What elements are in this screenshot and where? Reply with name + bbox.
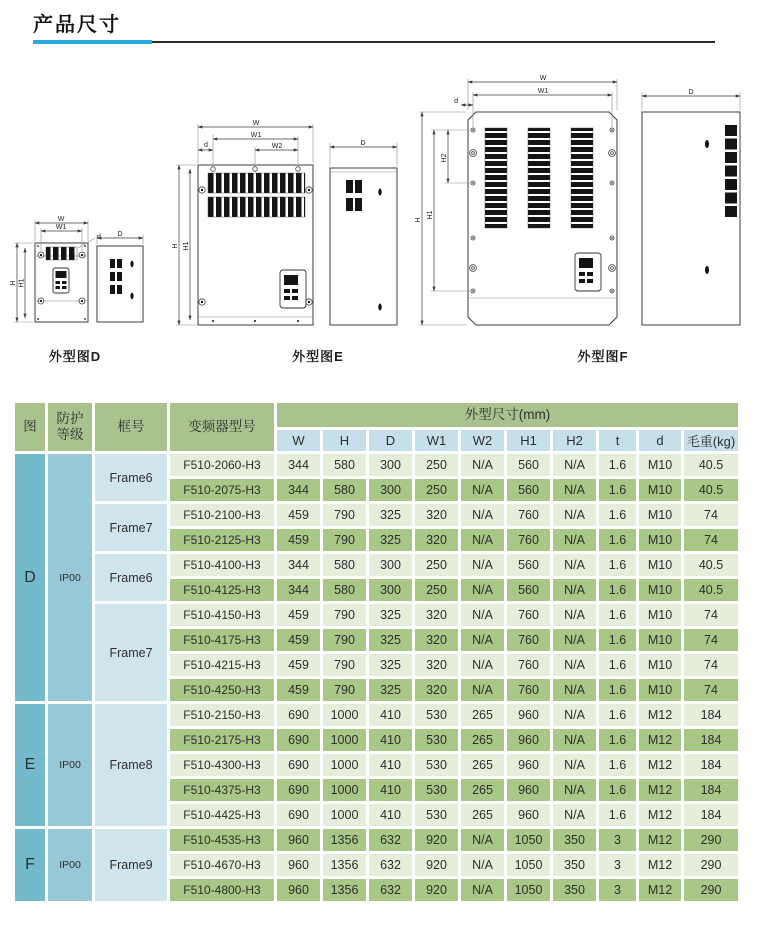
value-cell: 1.6 bbox=[599, 604, 636, 626]
model-cell: F510-4375-H3 bbox=[170, 779, 274, 801]
drawing-f-label-h1: H1 bbox=[427, 210, 434, 220]
model-cell: F510-4125-H3 bbox=[170, 579, 274, 601]
value-cell: N/A bbox=[461, 629, 504, 651]
value-cell: 300 bbox=[369, 579, 412, 601]
value-cell: 320 bbox=[415, 529, 458, 551]
value-cell: 320 bbox=[415, 629, 458, 651]
value-cell: 560 bbox=[507, 454, 550, 476]
value-cell: N/A bbox=[553, 629, 596, 651]
value-cell: 690 bbox=[277, 729, 320, 751]
drawing-d-caption: 外型图D bbox=[48, 349, 102, 364]
value-cell: 40.5 bbox=[684, 479, 738, 501]
value-cell: 459 bbox=[277, 604, 320, 626]
value-cell: 690 bbox=[277, 754, 320, 776]
value-cell: 1000 bbox=[323, 704, 366, 726]
value-cell: 410 bbox=[369, 704, 412, 726]
frame-cell: Frame9 bbox=[95, 829, 167, 901]
value-cell: 760 bbox=[507, 654, 550, 676]
keypad bbox=[53, 268, 69, 293]
table-row bbox=[15, 554, 738, 576]
drawing-e-label-h1: H1 bbox=[183, 241, 190, 251]
figure-cell: E bbox=[15, 704, 45, 826]
model-cell: F510-2100-H3 bbox=[170, 504, 274, 526]
value-cell: N/A bbox=[553, 679, 596, 701]
value-cell: 410 bbox=[369, 804, 412, 826]
value-cell: M12 bbox=[639, 854, 681, 876]
title-underline-line bbox=[152, 41, 715, 43]
value-cell: 580 bbox=[323, 579, 366, 601]
table-head bbox=[15, 403, 738, 451]
value-cell: 1.6 bbox=[599, 454, 636, 476]
vent-grille bbox=[46, 247, 77, 260]
value-cell: M10 bbox=[639, 529, 681, 551]
value-cell: 560 bbox=[507, 554, 550, 576]
value-cell: 1356 bbox=[323, 854, 366, 876]
value-cell: 1000 bbox=[323, 779, 366, 801]
value-cell: 790 bbox=[323, 604, 366, 626]
model-cell: F510-4100-H3 bbox=[170, 554, 274, 576]
value-cell: 632 bbox=[369, 829, 412, 851]
value-cell: 1000 bbox=[323, 754, 366, 776]
table-row bbox=[15, 504, 738, 526]
value-cell: 320 bbox=[415, 679, 458, 701]
header-model: 变频器型号 bbox=[170, 403, 274, 451]
value-cell: 690 bbox=[277, 804, 320, 826]
value-cell: 74 bbox=[684, 504, 738, 526]
value-cell: 960 bbox=[507, 804, 550, 826]
value-cell: 184 bbox=[684, 754, 738, 776]
value-cell: 265 bbox=[461, 729, 504, 751]
col-header-H2: H2 bbox=[553, 430, 596, 451]
value-cell: 184 bbox=[684, 704, 738, 726]
col-header-H: H bbox=[323, 430, 366, 451]
protection-cell: IP00 bbox=[48, 454, 92, 701]
value-cell: 250 bbox=[415, 579, 458, 601]
value-cell: 3 bbox=[599, 854, 636, 876]
value-cell: 250 bbox=[415, 554, 458, 576]
frame-cell: Frame7 bbox=[95, 504, 167, 551]
drawing-f-label-w: W bbox=[539, 75, 547, 82]
title-rule bbox=[33, 40, 715, 44]
value-cell: 580 bbox=[323, 479, 366, 501]
value-cell: 74 bbox=[684, 529, 738, 551]
value-cell: 344 bbox=[277, 579, 320, 601]
value-cell: M12 bbox=[639, 704, 681, 726]
col-header-kg: 毛重(kg) bbox=[684, 430, 738, 451]
value-cell: 632 bbox=[369, 854, 412, 876]
value-cell: N/A bbox=[461, 529, 504, 551]
value-cell: M10 bbox=[639, 554, 681, 576]
value-cell: 530 bbox=[415, 729, 458, 751]
value-cell: N/A bbox=[461, 879, 504, 901]
value-cell: N/A bbox=[461, 829, 504, 851]
value-cell: 410 bbox=[369, 779, 412, 801]
value-cell: N/A bbox=[461, 654, 504, 676]
value-cell: 580 bbox=[323, 454, 366, 476]
keypad bbox=[575, 253, 601, 291]
drawing-d-side-view bbox=[97, 231, 143, 322]
frame-cell: Frame8 bbox=[95, 704, 167, 826]
figure-cell: F bbox=[15, 829, 45, 901]
model-cell: F510-2075-H3 bbox=[170, 479, 274, 501]
value-cell: 790 bbox=[323, 679, 366, 701]
value-cell: 325 bbox=[369, 629, 412, 651]
value-cell: 960 bbox=[507, 754, 550, 776]
figure-cell: D bbox=[15, 454, 45, 701]
value-cell: 960 bbox=[507, 729, 550, 751]
col-header-W1: W1 bbox=[415, 430, 458, 451]
drawing-f-caption: 外型图F bbox=[577, 349, 629, 364]
value-cell: 1.6 bbox=[599, 804, 636, 826]
value-cell: N/A bbox=[461, 504, 504, 526]
value-cell: 459 bbox=[277, 654, 320, 676]
drawing-d-label-h: H bbox=[10, 280, 17, 286]
value-cell: 632 bbox=[369, 879, 412, 901]
title-underline-accent bbox=[33, 40, 152, 44]
value-cell: 74 bbox=[684, 679, 738, 701]
page-title: 产品尺寸 bbox=[33, 14, 121, 36]
value-cell: 320 bbox=[415, 654, 458, 676]
drawing-e-label-d: d bbox=[204, 142, 208, 149]
value-cell: 690 bbox=[277, 704, 320, 726]
header-row-main bbox=[15, 403, 738, 427]
vent-grille bbox=[208, 197, 305, 217]
value-cell: 3 bbox=[599, 829, 636, 851]
drawing-e-label-depth: D bbox=[360, 140, 366, 147]
value-cell: 1050 bbox=[507, 879, 550, 901]
drawing-f-side-view bbox=[642, 89, 740, 325]
value-cell: 530 bbox=[415, 804, 458, 826]
value-cell: N/A bbox=[461, 604, 504, 626]
value-cell: 1050 bbox=[507, 854, 550, 876]
value-cell: M10 bbox=[639, 654, 681, 676]
value-cell: 1.6 bbox=[599, 529, 636, 551]
drawing-f-label-d: d bbox=[454, 98, 458, 105]
value-cell: 1356 bbox=[323, 879, 366, 901]
value-cell: N/A bbox=[553, 554, 596, 576]
outline-drawing-e bbox=[160, 120, 410, 335]
table-row bbox=[15, 454, 738, 476]
value-cell: N/A bbox=[553, 479, 596, 501]
value-cell: 300 bbox=[369, 454, 412, 476]
drawing-d-front-view bbox=[35, 243, 88, 322]
value-cell: M10 bbox=[639, 629, 681, 651]
value-cell: 1050 bbox=[507, 829, 550, 851]
value-cell: N/A bbox=[553, 729, 596, 751]
drawing-e-caption: 外型图E bbox=[292, 349, 344, 364]
value-cell: N/A bbox=[553, 754, 596, 776]
value-cell: 350 bbox=[553, 829, 596, 851]
drawing-f-label-depth: D bbox=[688, 89, 694, 96]
value-cell: 344 bbox=[277, 479, 320, 501]
value-cell: 350 bbox=[553, 854, 596, 876]
value-cell: 325 bbox=[369, 679, 412, 701]
value-cell: 560 bbox=[507, 579, 550, 601]
value-cell: 344 bbox=[277, 554, 320, 576]
col-header-W2: W2 bbox=[461, 430, 504, 451]
model-cell: F510-4535-H3 bbox=[170, 829, 274, 851]
header-frame: 框号 bbox=[95, 403, 167, 451]
keypad bbox=[280, 270, 306, 308]
value-cell: N/A bbox=[461, 554, 504, 576]
value-cell: 74 bbox=[684, 604, 738, 626]
drawing-f-front-view bbox=[468, 112, 617, 325]
value-cell: 1.6 bbox=[599, 504, 636, 526]
value-cell: 920 bbox=[415, 829, 458, 851]
value-cell: 74 bbox=[684, 654, 738, 676]
value-cell: 790 bbox=[323, 504, 366, 526]
value-cell: 265 bbox=[461, 704, 504, 726]
value-cell: 325 bbox=[369, 529, 412, 551]
value-cell: 790 bbox=[323, 654, 366, 676]
value-cell: 1.6 bbox=[599, 554, 636, 576]
value-cell: 290 bbox=[684, 854, 738, 876]
vent-grille bbox=[485, 128, 507, 228]
frame-cell: Frame6 bbox=[95, 454, 167, 501]
value-cell: 320 bbox=[415, 604, 458, 626]
value-cell: 290 bbox=[684, 829, 738, 851]
value-cell: 530 bbox=[415, 704, 458, 726]
model-cell: F510-4250-H3 bbox=[170, 679, 274, 701]
value-cell: 1.6 bbox=[599, 579, 636, 601]
value-cell: N/A bbox=[553, 504, 596, 526]
drawing-d-label-w: W bbox=[57, 216, 65, 223]
value-cell: 325 bbox=[369, 654, 412, 676]
value-cell: 1.6 bbox=[599, 679, 636, 701]
value-cell: N/A bbox=[461, 579, 504, 601]
value-cell: 325 bbox=[369, 604, 412, 626]
value-cell: M10 bbox=[639, 679, 681, 701]
value-cell: 1.6 bbox=[599, 704, 636, 726]
header-protection-line2: 等级 bbox=[56, 427, 84, 442]
drawing-e-front-view bbox=[198, 165, 313, 325]
value-cell: M12 bbox=[639, 754, 681, 776]
value-cell: 344 bbox=[277, 454, 320, 476]
value-cell: N/A bbox=[553, 454, 596, 476]
value-cell: 530 bbox=[415, 779, 458, 801]
col-header-H1: H1 bbox=[507, 430, 550, 451]
model-cell: F510-4800-H3 bbox=[170, 879, 274, 901]
value-cell: 790 bbox=[323, 629, 366, 651]
value-cell: 760 bbox=[507, 604, 550, 626]
value-cell: N/A bbox=[461, 454, 504, 476]
value-cell: 1.6 bbox=[599, 479, 636, 501]
value-cell: 74 bbox=[684, 629, 738, 651]
drawing-e-side-view bbox=[330, 140, 397, 325]
outline-drawing-d bbox=[5, 215, 160, 335]
value-cell: 1.6 bbox=[599, 629, 636, 651]
drawing-e-label-h: H bbox=[172, 243, 179, 249]
header-dims-group: 外型尺寸(mm) bbox=[277, 403, 738, 427]
value-cell: 1.6 bbox=[599, 729, 636, 751]
value-cell: 265 bbox=[461, 754, 504, 776]
drawing-e-label-w1: W1 bbox=[250, 132, 262, 139]
value-cell: 350 bbox=[553, 879, 596, 901]
col-header-d: d bbox=[639, 430, 681, 451]
value-cell: 530 bbox=[415, 754, 458, 776]
value-cell: 184 bbox=[684, 779, 738, 801]
model-cell: F510-2175-H3 bbox=[170, 729, 274, 751]
col-header-W: W bbox=[277, 430, 320, 451]
value-cell: M12 bbox=[639, 879, 681, 901]
page-header bbox=[0, 0, 759, 44]
value-cell: N/A bbox=[553, 654, 596, 676]
dimensions-table-body bbox=[15, 454, 738, 901]
value-cell: N/A bbox=[461, 479, 504, 501]
value-cell: 250 bbox=[415, 479, 458, 501]
value-cell: M10 bbox=[639, 579, 681, 601]
value-cell: M10 bbox=[639, 604, 681, 626]
value-cell: 459 bbox=[277, 504, 320, 526]
value-cell: 960 bbox=[277, 854, 320, 876]
drawing-f-label-h2: H2 bbox=[441, 153, 448, 163]
value-cell: 960 bbox=[277, 879, 320, 901]
value-cell: 459 bbox=[277, 679, 320, 701]
drawing-f-label-w1: W1 bbox=[537, 88, 549, 95]
value-cell: M12 bbox=[639, 779, 681, 801]
value-cell: 1356 bbox=[323, 829, 366, 851]
model-cell: F510-2060-H3 bbox=[170, 454, 274, 476]
protection-cell: IP00 bbox=[48, 704, 92, 826]
value-cell: N/A bbox=[553, 579, 596, 601]
value-cell: M10 bbox=[639, 454, 681, 476]
drawing-d-label-d: d bbox=[97, 234, 101, 241]
header-figure: 图 bbox=[15, 403, 45, 451]
value-cell: 410 bbox=[369, 754, 412, 776]
drawing-e-label-w: W bbox=[252, 120, 260, 127]
value-cell: M12 bbox=[639, 804, 681, 826]
value-cell: 960 bbox=[507, 779, 550, 801]
vent-grille bbox=[528, 128, 550, 228]
value-cell: 459 bbox=[277, 529, 320, 551]
drawing-d-label-h1: H1 bbox=[18, 278, 26, 288]
value-cell: 760 bbox=[507, 629, 550, 651]
drawing-d-label-depth: D bbox=[117, 231, 123, 238]
table-row bbox=[15, 604, 738, 626]
model-cell: F510-2125-H3 bbox=[170, 529, 274, 551]
header-protection bbox=[48, 403, 92, 451]
header-protection-line1: 防护 bbox=[56, 411, 84, 427]
value-cell: 40.5 bbox=[684, 554, 738, 576]
value-cell: 1000 bbox=[323, 804, 366, 826]
value-cell: 325 bbox=[369, 504, 412, 526]
model-cell: F510-4670-H3 bbox=[170, 854, 274, 876]
vent-grille bbox=[571, 128, 593, 228]
value-cell: 40.5 bbox=[684, 579, 738, 601]
outline-drawings-section bbox=[0, 55, 759, 403]
value-cell: 184 bbox=[684, 729, 738, 751]
value-cell: N/A bbox=[553, 779, 596, 801]
value-cell: N/A bbox=[461, 679, 504, 701]
value-cell: M12 bbox=[639, 729, 681, 751]
value-cell: 184 bbox=[684, 804, 738, 826]
value-cell: 40.5 bbox=[684, 454, 738, 476]
value-cell: 459 bbox=[277, 629, 320, 651]
value-cell: 1.6 bbox=[599, 779, 636, 801]
dimensions-table-section bbox=[0, 400, 759, 904]
value-cell: 290 bbox=[684, 879, 738, 901]
value-cell: M10 bbox=[639, 504, 681, 526]
table-row bbox=[15, 829, 738, 851]
value-cell: M12 bbox=[639, 829, 681, 851]
value-cell: 320 bbox=[415, 504, 458, 526]
col-header-D: D bbox=[369, 430, 412, 451]
value-cell: 3 bbox=[599, 879, 636, 901]
value-cell: M10 bbox=[639, 479, 681, 501]
value-cell: 300 bbox=[369, 479, 412, 501]
value-cell: 265 bbox=[461, 804, 504, 826]
value-cell: N/A bbox=[553, 804, 596, 826]
model-cell: F510-4300-H3 bbox=[170, 754, 274, 776]
model-cell: F510-4425-H3 bbox=[170, 804, 274, 826]
col-header-t: t bbox=[599, 430, 636, 451]
drawing-e-label-w2: W2 bbox=[271, 143, 283, 150]
value-cell: 300 bbox=[369, 554, 412, 576]
value-cell: 580 bbox=[323, 554, 366, 576]
value-cell: 920 bbox=[415, 879, 458, 901]
frame-cell: Frame6 bbox=[95, 554, 167, 601]
value-cell: 790 bbox=[323, 529, 366, 551]
value-cell: 760 bbox=[507, 529, 550, 551]
dimensions-table bbox=[12, 400, 741, 904]
value-cell: 560 bbox=[507, 479, 550, 501]
drawing-f-label-h: H bbox=[415, 217, 422, 223]
value-cell: 1.6 bbox=[599, 754, 636, 776]
frame-cell: Frame7 bbox=[95, 604, 167, 701]
protection-cell: IP00 bbox=[48, 829, 92, 901]
value-cell: 760 bbox=[507, 504, 550, 526]
model-cell: F510-2150-H3 bbox=[170, 704, 274, 726]
value-cell: 1000 bbox=[323, 729, 366, 751]
model-cell: F510-4215-H3 bbox=[170, 654, 274, 676]
value-cell: 960 bbox=[277, 829, 320, 851]
table-row bbox=[15, 704, 738, 726]
value-cell: N/A bbox=[553, 604, 596, 626]
value-cell: 760 bbox=[507, 679, 550, 701]
value-cell: 1.6 bbox=[599, 654, 636, 676]
model-cell: F510-4150-H3 bbox=[170, 604, 274, 626]
value-cell: 690 bbox=[277, 779, 320, 801]
value-cell: 265 bbox=[461, 779, 504, 801]
value-cell: 960 bbox=[507, 704, 550, 726]
value-cell: 920 bbox=[415, 854, 458, 876]
value-cell: N/A bbox=[553, 529, 596, 551]
vent-grille bbox=[208, 173, 305, 193]
outline-drawing-f bbox=[415, 70, 759, 335]
drawing-d-label-w1: W1 bbox=[55, 224, 67, 231]
value-cell: N/A bbox=[553, 704, 596, 726]
value-cell: 410 bbox=[369, 729, 412, 751]
model-cell: F510-4175-H3 bbox=[170, 629, 274, 651]
value-cell: N/A bbox=[461, 854, 504, 876]
value-cell: 250 bbox=[415, 454, 458, 476]
